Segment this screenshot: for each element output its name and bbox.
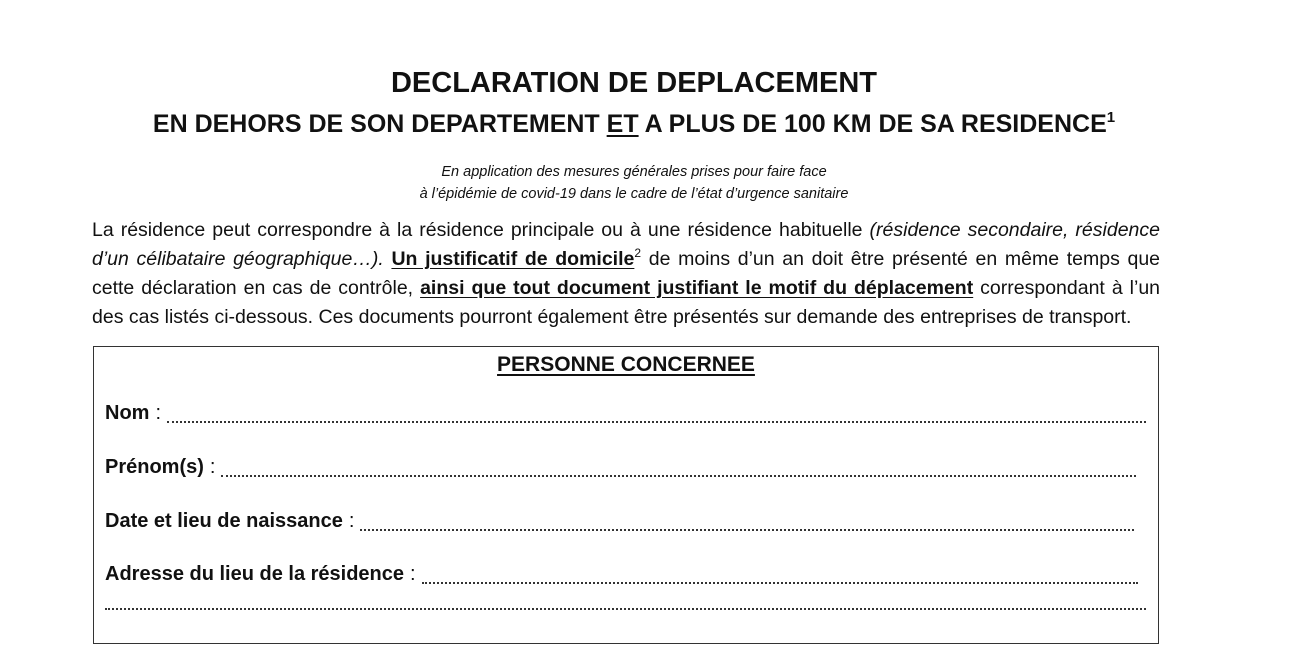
field-adresse-line-2[interactable] xyxy=(105,607,1146,610)
field-naissance-label: Date et lieu de naissance xyxy=(105,510,343,532)
field-naissance[interactable] xyxy=(105,507,1134,535)
paragraph-text-3: de moins d’un an doit être présenté en même temps que cette déclaration en cas de contrôle, xyxy=(92,248,1161,299)
subtitle-footnote: 1 xyxy=(1106,109,1116,126)
field-prenom-colon: : xyxy=(209,456,216,478)
subtitle-emphasis: ET xyxy=(606,110,639,138)
field-prenom[interactable] xyxy=(105,453,1136,481)
paragraph-text-1: La résidence peut correspondre à la résidence principale ou à une résidence habituelle xyxy=(92,219,870,241)
paragraph-bold-document: ainsi que tout document justifiant le motif du déplacement xyxy=(420,277,974,299)
note-line-1: En application des mesures générales prises pour faire face xyxy=(441,164,827,180)
paragraph-text-4: correspondant à l’un des cas listés ci-dessous. Ces documents pourront également être présentés sur demande des entreprises de transport. xyxy=(92,277,1161,328)
field-naissance-colon: : xyxy=(348,510,355,532)
subtitle-part1: EN DEHORS DE SON DEPARTEMENT xyxy=(152,110,607,138)
note-line-2: à l’épidémie de covid-19 dans le cadre de l’état d’urgence sanitaire xyxy=(419,186,849,202)
section-title-text: PERSONNE CONCERNEE xyxy=(497,353,755,376)
intro-paragraph xyxy=(92,216,1160,332)
field-adresse-continued[interactable] xyxy=(105,607,1146,614)
field-adresse-label: Adresse du lieu de la résidence xyxy=(105,563,405,585)
paragraph-bold-justificatif: Un justificatif de domicile xyxy=(391,248,635,270)
personne-concernee-box xyxy=(93,346,1159,644)
field-nom-label: Nom xyxy=(105,402,150,424)
field-prenom-line[interactable] xyxy=(221,474,1136,477)
field-adresse-colon: : xyxy=(410,563,416,585)
field-nom[interactable] xyxy=(105,399,1146,427)
document-title: DECLARATION DE DEPLACEMENT xyxy=(390,67,878,99)
application-note xyxy=(0,161,1284,205)
field-adresse[interactable] xyxy=(105,560,1138,588)
field-adresse-line[interactable] xyxy=(422,581,1138,584)
subtitle-part2: A PLUS DE 100 KM DE SA RESIDENCE xyxy=(638,110,1107,138)
field-prenom-label: Prénom(s) xyxy=(105,456,204,478)
field-nom-colon: : xyxy=(155,402,162,424)
section-title xyxy=(94,351,1158,379)
field-naissance-line[interactable] xyxy=(360,528,1134,531)
document-subtitle xyxy=(0,108,1284,140)
paragraph-footnote: 2 xyxy=(634,246,642,260)
field-nom-line[interactable] xyxy=(167,420,1146,423)
paragraph-italic: (résidence secondaire, résidence d’un célibataire géographique…). xyxy=(92,219,1160,270)
